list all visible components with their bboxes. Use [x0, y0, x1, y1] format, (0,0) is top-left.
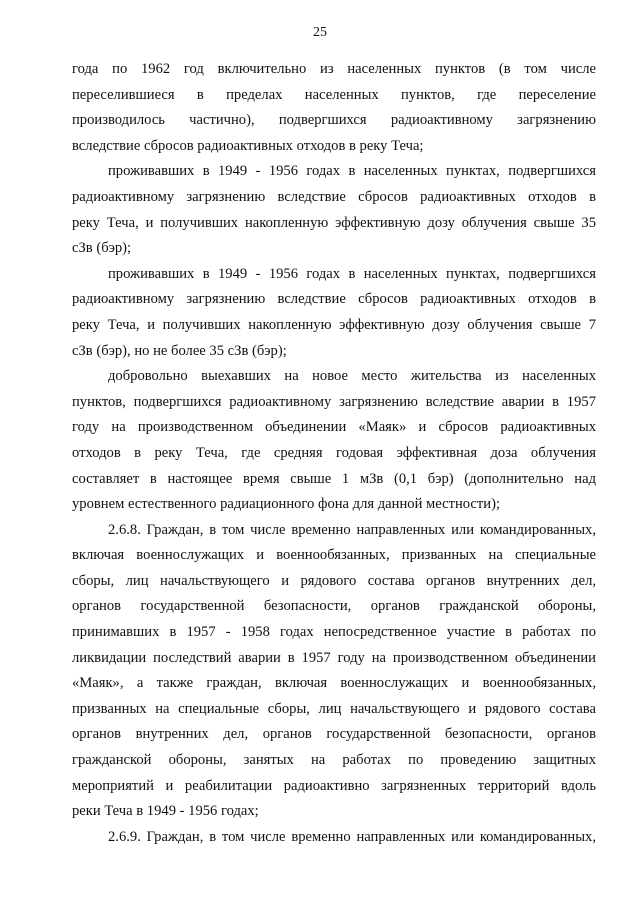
text-line: принимавших в 1957 - 1958 годах непосредственное участие в работах по [72, 624, 596, 641]
text-line: отходов в реку Теча, где средняя годовая эффективная доза облучения [72, 444, 596, 461]
text-line: реки Теча в 1949 - 1956 годах; [72, 803, 259, 820]
text-line: добровольно выехавших на новое место жительства из населенных [108, 368, 596, 385]
paragraph [72, 159, 596, 261]
paragraph [72, 262, 596, 364]
text-line: сЗв (бэр), но не более 35 сЗв (бэр); [72, 342, 287, 359]
text-line: вследствие сбросов радиоактивных отходов в реку Теча; [72, 137, 424, 154]
text-line: уровнем естественного радиационного фона для данной местности); [72, 496, 501, 513]
text-line: составляет в настоящее время свыше 1 мЗв (0,1 бэр) (дополнительно над [72, 470, 596, 487]
text-line: переселившиеся в пределах населенных пунктов, где переселение [72, 86, 596, 103]
text-line: органов государственной безопасности, органов гражданской обороны, [72, 598, 596, 615]
text-line: года по 1962 год включительно из населенных пунктов (в том числе [72, 61, 596, 77]
text-line: пунктов, подвергшихся радиоактивному загрязнению вследствие аварии в 1957 [72, 393, 596, 410]
text-line: ликвидации последствий аварии в 1957 году на производственном объединении [72, 649, 596, 666]
text-line: радиоактивному загрязнению вследствие сбросов радиоактивных отходов в [72, 188, 596, 205]
text-line: призванных на специальные сборы, лиц начальствующего и рядового состава [72, 700, 596, 717]
paragraph [72, 825, 596, 851]
text-line: 2.6.8. Граждан, в том числе временно направленных или командированных, [108, 521, 596, 538]
text-line: сборы, лиц начальствующего и рядового состава органов внутренних дел, [72, 572, 596, 589]
text-line: 2.6.9. Граждан, в том числе временно направленных или командированных, [108, 828, 596, 845]
text-line: проживавших в 1949 - 1956 годах в населенных пунктах, подвергшихся [108, 163, 596, 180]
text-line: реку Теча, и получивших накопленную эффективную дозу облучения свыше 7 [72, 316, 596, 333]
text-line: реку Теча, и получивших накопленную эффективную дозу облучения свыше 35 [72, 214, 596, 231]
paragraph [72, 364, 596, 518]
paragraph [72, 518, 596, 825]
text-line: включая военнослужащих и военнообязанных, призванных на специальные [72, 547, 596, 564]
paragraph [72, 57, 596, 159]
text-line: гражданской обороны, занятых на работах по проведению защитных [72, 752, 596, 769]
text-line: радиоактивному загрязнению вследствие сбросов радиоактивных отходов в [72, 291, 596, 308]
text-line: сЗв (бэр); [72, 240, 132, 257]
page-number: 25 [313, 25, 327, 40]
text-line: органов внутренних дел, органов государственной безопасности, органов [72, 726, 596, 743]
text-line: проживавших в 1949 - 1956 годах в населенных пунктах, подвергшихся [108, 265, 596, 282]
text-line: мероприятий и реабилитации радиоактивно загрязненных территорий вдоль [72, 777, 596, 794]
document-body [72, 57, 596, 850]
text-line: году на производственном объединении «Маяк» и сбросов радиоактивных [72, 419, 596, 436]
text-line: «Маяк», а также граждан, включая военнослужащих и военнообязанных, [72, 675, 596, 692]
text-line: производилось частично), подвергшихся радиоактивному загрязнению [72, 112, 596, 129]
